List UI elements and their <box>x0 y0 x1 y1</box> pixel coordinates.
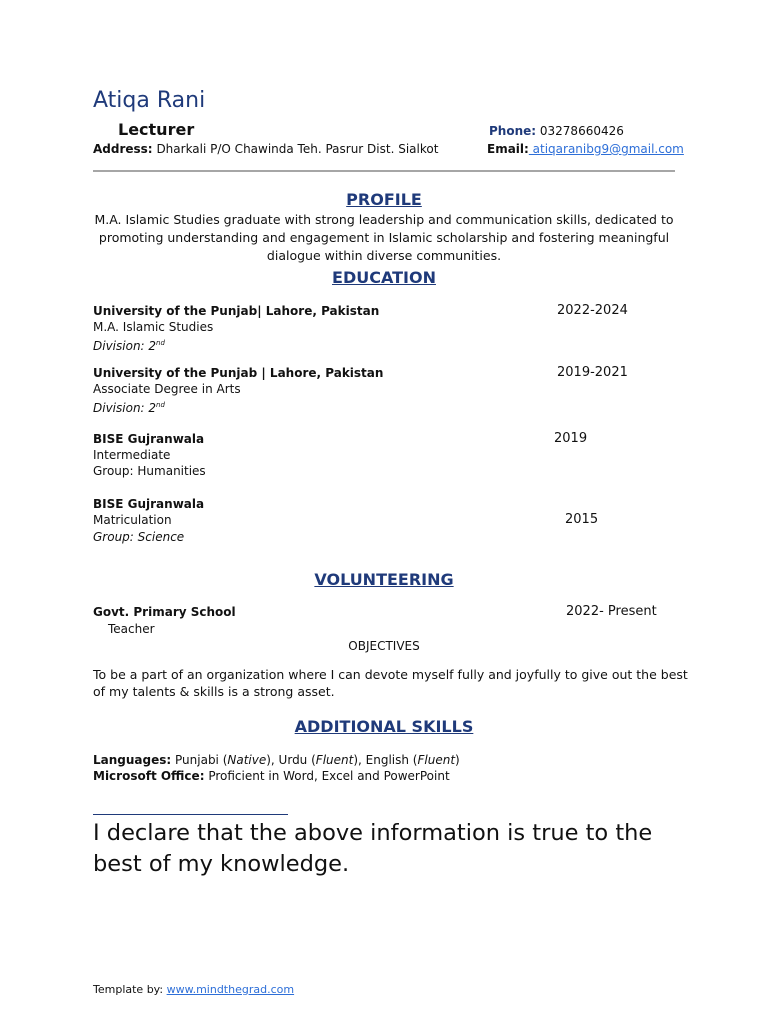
education-degree: Associate Degree in Arts <box>93 382 241 396</box>
education-institution: University of the Punjab | Lahore, Pakistan <box>93 366 384 380</box>
division-suffix: nd <box>156 401 165 409</box>
objectives-heading: OBJECTIVES <box>348 639 420 653</box>
skills-heading: ADDITIONAL SKILLS <box>294 717 474 736</box>
phone-line <box>489 123 624 139</box>
division-text: Division: 2 <box>93 339 157 353</box>
phone-value: 03278660426 <box>539 124 624 138</box>
volunteering-org: Govt. Primary School <box>93 605 236 619</box>
volunteering-role: Teacher <box>108 622 155 636</box>
address-line <box>93 141 438 157</box>
job-title: Lecturer <box>118 120 195 139</box>
volunteering-heading: VOLUNTEERING <box>314 570 454 589</box>
candidate-name: Atiqa Rani <box>93 88 206 113</box>
language-close: ) <box>455 753 460 767</box>
footer <box>93 983 294 996</box>
education-years: 2022-2024 <box>557 303 628 318</box>
education-group: Group: Science <box>93 530 185 544</box>
profile-text: M.A. Islamic Studies graduate with strong leadership and communication skills, dedicated to promoting understanding and engagement in Islamic scholarship and fostering meaningful dialogue within diverse communities. <box>94 212 674 263</box>
division-suffix: nd <box>156 339 165 347</box>
education-institution: BISE Gujranwala <box>93 497 205 511</box>
signature-line <box>93 814 288 815</box>
education-group: Group: Humanities <box>93 464 206 478</box>
education-degree: Intermediate <box>93 448 171 462</box>
language-english: ), English ( <box>353 753 418 767</box>
office-value: Proficient in Word, Excel and PowerPoint <box>208 769 450 783</box>
education-years: 2019-2021 <box>557 365 628 380</box>
objectives-text: To be a part of an organization where I can devote myself fully and joyfully to give out the best of my talents & skills is a strong asset. <box>93 667 688 699</box>
header-divider <box>93 170 675 172</box>
language-level: Fluent <box>417 753 456 767</box>
language-level: Native <box>227 753 267 767</box>
office-label: Microsoft Office: <box>93 769 205 783</box>
education-division <box>93 335 165 354</box>
email-line <box>487 141 684 157</box>
language-level: Fluent <box>315 753 354 767</box>
education-institution: University of the Punjab| Lahore, Pakistan <box>93 304 380 318</box>
email-link[interactable]: atiqaranibg9@gmail.com <box>528 142 684 156</box>
education-institution: BISE Gujranwala <box>93 432 205 446</box>
education-degree: Matriculation <box>93 513 172 527</box>
profile-heading: PROFILE <box>346 190 422 209</box>
education-division <box>93 397 165 416</box>
education-years: 2015 <box>565 512 599 527</box>
division-text: Division: 2 <box>93 401 157 415</box>
education-heading: EDUCATION <box>332 268 436 287</box>
office-line <box>93 768 450 784</box>
phone-label: Phone: <box>489 124 537 138</box>
declaration-text: I declare that the above information is true to the best of my knowledge. <box>93 820 653 877</box>
volunteering-years: 2022- Present <box>566 604 657 619</box>
education-years: 2019 <box>554 431 588 446</box>
address-label: Address: <box>93 142 153 156</box>
email-label: Email: <box>487 142 529 156</box>
language-punjabi: Punjabi ( <box>175 753 228 767</box>
address-value: Dharkali P/O Chawinda Teh. Pasrur Dist. Sialkot <box>156 142 439 156</box>
languages-label: Languages: <box>93 753 172 767</box>
footer-link[interactable]: www.mindthegrad.com <box>166 983 295 996</box>
languages-line <box>93 752 460 768</box>
education-degree: M.A. Islamic Studies <box>93 320 214 334</box>
language-urdu: ), Urdu ( <box>266 753 316 767</box>
footer-label: Template by: <box>93 983 164 996</box>
